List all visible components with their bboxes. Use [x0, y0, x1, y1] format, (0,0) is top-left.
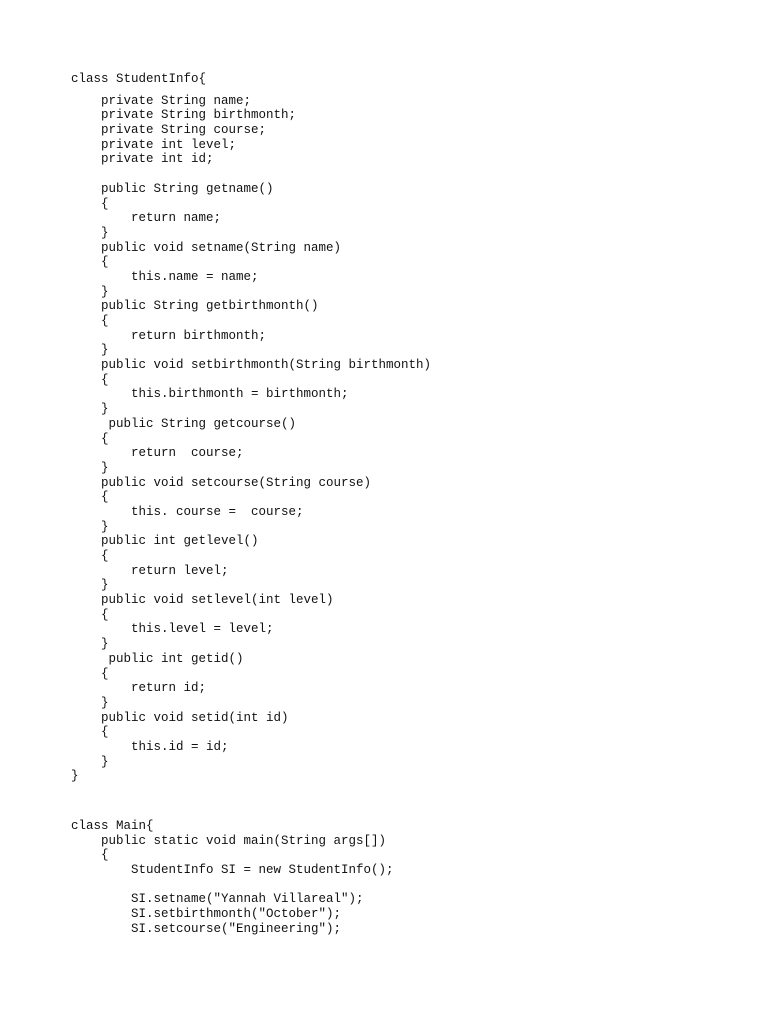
code-line: this. course = course; [71, 504, 304, 519]
code-line: return name; [71, 211, 222, 226]
code-line: { [71, 372, 109, 387]
code-line: private String name; [71, 93, 252, 108]
code-line: { [71, 314, 109, 328]
code-line: { [71, 255, 109, 270]
code-line: public String getbirthmonth() [71, 299, 319, 314]
code-line: return id; [71, 681, 207, 696]
code-line: } [71, 402, 109, 417]
code-line: SI.setbirthmonth("October"); [71, 907, 342, 922]
code-line: } [71, 284, 109, 299]
code-line: { [71, 490, 109, 505]
code-line: } [71, 225, 109, 240]
code-line: this.id = id; [71, 739, 229, 754]
code-line: return course; [71, 446, 244, 461]
code-line: public int getid() [71, 651, 244, 666]
code-line: private String birthmonth; [71, 108, 297, 123]
code-line: { [71, 607, 109, 622]
code-line: } [71, 519, 109, 534]
code-line: SI.setcourse("Engineering"); [71, 921, 342, 936]
code-line: public void setcourse(String course) [71, 475, 372, 490]
code-line: class StudentInfo{ [71, 72, 207, 86]
code-line: return birthmonth; [71, 328, 267, 343]
code-line: { [71, 431, 109, 446]
code-line: this.name = name; [71, 269, 259, 284]
code-line: this.level = level; [71, 622, 274, 637]
code-block [71, 72, 431, 937]
code-line: return level; [71, 563, 229, 578]
code-line: { [71, 549, 109, 563]
code-line: SI.setname("Yannah Villareal"); [71, 892, 364, 907]
code-line: public void setlevel(int level) [71, 593, 334, 608]
code-line: } [71, 637, 109, 652]
code-line: { [71, 666, 109, 681]
code-line: public String getcourse() [71, 416, 297, 431]
code-line: { [71, 848, 109, 863]
code-line: public void setbirthmonth(String birthmonth) [71, 358, 432, 373]
blank-line [71, 167, 431, 182]
code-line: public void setname(String name) [71, 240, 342, 255]
code-line: StudentInfo SI = new StudentInfo(); [71, 863, 394, 878]
blank-line [71, 87, 431, 94]
code-line: } [71, 769, 79, 784]
code-line: private int level; [71, 137, 237, 152]
code-line: class Main{ [71, 819, 154, 833]
code-line: public String getname() [71, 181, 274, 196]
code-line: private String course; [71, 123, 267, 138]
code-line: } [71, 578, 109, 593]
code-line: } [71, 695, 109, 710]
blank-line [71, 784, 431, 819]
code-line: this.birthmonth = birthmonth; [71, 387, 349, 402]
code-line: { [71, 725, 109, 740]
blank-line [71, 878, 431, 893]
code-line: public int getlevel() [71, 534, 259, 549]
code-line: } [71, 343, 109, 358]
code-line: private int id; [71, 152, 214, 167]
code-line: public static void main(String args[]) [71, 833, 387, 848]
code-line: } [71, 460, 109, 475]
code-line: { [71, 196, 109, 211]
code-line: } [71, 754, 109, 769]
code-line: public void setid(int id) [71, 710, 289, 725]
